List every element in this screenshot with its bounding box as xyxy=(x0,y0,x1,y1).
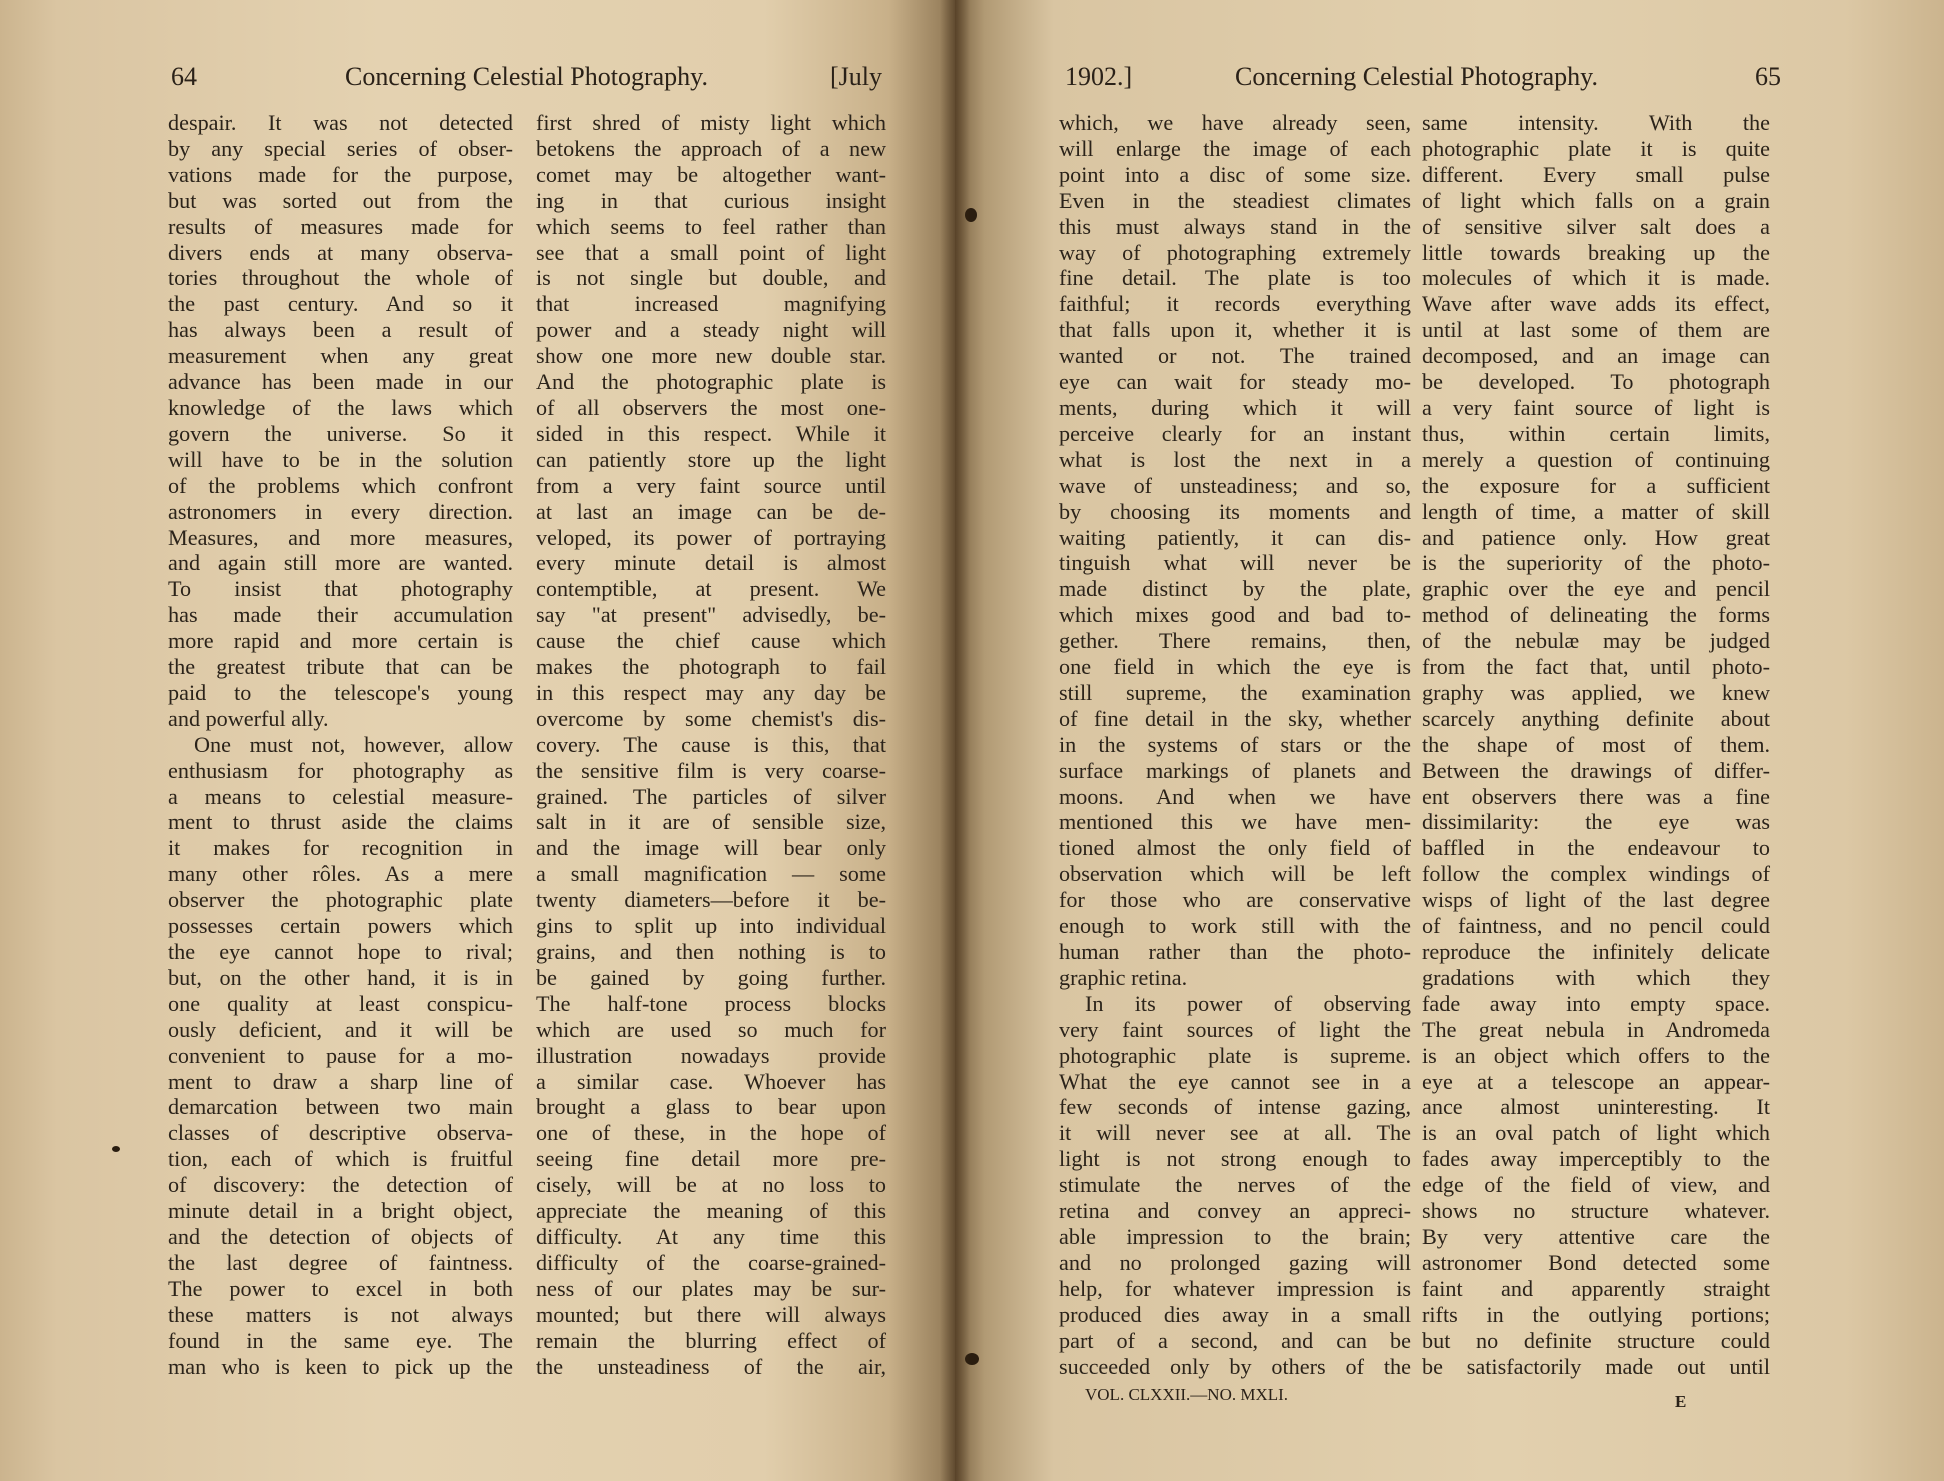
text-line: by choosing its moments and xyxy=(1059,498,1411,524)
text-line: which seems to feel rather than xyxy=(536,213,886,239)
text-line: eye can wait for steady mo- xyxy=(1059,369,1411,395)
text-line: one field in which the eye is xyxy=(1059,654,1411,680)
ink-spot xyxy=(112,1146,120,1152)
text-line: little towards breaking up the xyxy=(1422,239,1770,265)
text-line: retina and convey an appreci- xyxy=(1059,1198,1411,1224)
text-line: has always been a result of xyxy=(168,317,513,343)
text-line: wave of unsteadiness; and so, xyxy=(1059,472,1411,498)
text-line: mounted; but there will always xyxy=(536,1301,886,1327)
text-line: enough to work still with the xyxy=(1059,913,1411,939)
text-line: wisps of light of the last degree xyxy=(1422,887,1770,913)
text-line: sided in this respect. While it xyxy=(536,420,886,446)
running-year: 1902.] xyxy=(1065,62,1133,91)
text-line: first shred of misty light which xyxy=(536,110,886,135)
text-line: fade away into empty space. xyxy=(1422,990,1770,1016)
text-line: illustration nowadays provide xyxy=(536,1042,886,1068)
text-line: which are used so much for xyxy=(536,1016,886,1042)
text-line: from a very faint source until xyxy=(536,472,886,498)
text-line: faithful; it records everything xyxy=(1059,291,1411,317)
text-line: the last degree of faintness. xyxy=(168,1249,513,1275)
text-line: it makes for recognition in xyxy=(168,835,513,861)
text-line: and powerful ally. xyxy=(168,705,329,731)
text-line: grained. The particles of silver xyxy=(536,783,886,809)
text-line: a means to celestial measure- xyxy=(168,783,513,809)
text-line: light is not strong enough to xyxy=(1059,1146,1411,1172)
text-line: of fine detail in the sky, whether xyxy=(1059,705,1411,731)
text-line: photographic plate it is quite xyxy=(1422,135,1770,161)
text-line: human rather than the photo- xyxy=(1059,939,1411,964)
text-line: many other rôles. As a mere xyxy=(168,861,513,887)
right-page-column-2 xyxy=(1422,110,1770,1379)
running-month: [July xyxy=(830,62,882,91)
text-line: ously deficient, and it will be xyxy=(168,1016,513,1042)
text-line: is the superiority of the photo- xyxy=(1422,550,1770,576)
text-line: gether. There remains, then, xyxy=(1059,628,1411,654)
text-line: ness of our plates may be sur- xyxy=(536,1275,886,1301)
text-line: for those who are conservative xyxy=(1059,887,1411,913)
text-line: seeing fine detail more pre- xyxy=(536,1146,886,1172)
text-line: brought a glass to bear upon xyxy=(536,1094,886,1120)
left-page-column-1 xyxy=(168,110,513,1379)
text-line: gins to split up into individual xyxy=(536,913,886,939)
text-line: which, we have already seen, xyxy=(1059,110,1411,135)
text-line: Even in the steadiest climates xyxy=(1059,187,1411,213)
text-line: rifts in the outlying portions; xyxy=(1422,1301,1770,1327)
text-line: baffled in the endeavour to xyxy=(1422,835,1770,861)
text-line: of the nebulæ may be judged xyxy=(1422,628,1770,654)
text-line: tories throughout the whole of xyxy=(168,265,513,291)
text-line: The half-tone process blocks xyxy=(536,990,886,1016)
volume-footer: VOL. CLXXII.—NO. MXLI. xyxy=(1085,1385,1289,1404)
text-line: and the image will bear only xyxy=(536,835,886,861)
text-line: until at last some of them are xyxy=(1422,317,1770,343)
text-line: graphy was applied, we knew xyxy=(1422,679,1770,705)
text-line: every minute detail is almost xyxy=(536,550,886,576)
text-line: of sensitive silver salt does a xyxy=(1422,213,1770,239)
text-line: To insist that photography xyxy=(168,576,513,602)
text-line: which mixes good and bad to- xyxy=(1059,602,1411,628)
text-line: one quality at least conspicu- xyxy=(168,990,513,1016)
text-line: overcome by some chemist's dis- xyxy=(536,705,886,731)
text-line: difficulty. At any time this xyxy=(536,1223,886,1249)
text-line: faint and apparently straight xyxy=(1422,1275,1770,1301)
text-line: a very faint source of light is xyxy=(1422,394,1770,420)
text-line: ance almost uninteresting. It xyxy=(1422,1094,1770,1120)
text-line: fine detail. The plate is too xyxy=(1059,265,1411,291)
text-line: edge of the field of view, and xyxy=(1422,1172,1770,1198)
text-line: but was sorted out from the xyxy=(168,187,513,213)
text-line: of all observers the most one- xyxy=(536,394,886,420)
text-line: moons. And when we have xyxy=(1059,783,1411,809)
text-line: classes of descriptive observa- xyxy=(168,1120,513,1146)
text-line: show one more new double star. xyxy=(536,343,886,369)
text-line: the past century. And so it xyxy=(168,291,513,317)
text-line: can patiently store up the light xyxy=(536,446,886,472)
text-line: knowledge of the laws which xyxy=(168,394,513,420)
text-line: divers ends at many observa- xyxy=(168,239,513,265)
text-line: able impression to the brain; xyxy=(1059,1223,1411,1249)
text-line: what is lost the next in a xyxy=(1059,446,1411,472)
text-line: of the problems which confront xyxy=(168,472,513,498)
text-line: merely a question of continuing xyxy=(1422,446,1770,472)
text-line: govern the universe. So it xyxy=(168,420,513,446)
text-line: this must always stand in the xyxy=(1059,213,1411,239)
text-line: By very attentive care the xyxy=(1422,1223,1770,1249)
text-line: mentioned this we have men- xyxy=(1059,809,1411,835)
text-line: contemptible, at present. We xyxy=(536,576,886,602)
text-line: still supreme, the examination xyxy=(1059,679,1411,705)
text-line: Measures, and more measures, xyxy=(168,524,513,550)
text-line: tion, each of which is fruitful xyxy=(168,1146,513,1172)
text-line: be gained by going further. xyxy=(536,964,886,990)
text-line: of discovery: the detection of xyxy=(168,1172,513,1198)
text-line: The power to excel in both xyxy=(168,1275,513,1301)
text-line: part of a second, and can be xyxy=(1059,1327,1411,1353)
text-line: the sensitive film is very coarse- xyxy=(536,757,886,783)
text-line: vations made for the purpose, xyxy=(168,161,513,187)
text-line: reproduce the infinitely delicate xyxy=(1422,939,1770,964)
text-line: will have to be in the solution xyxy=(168,446,513,472)
text-line: demarcation between two main xyxy=(168,1094,513,1120)
right-page xyxy=(955,0,1944,1481)
text-line: is not single but double, and xyxy=(536,265,886,291)
text-line: found in the same eye. The xyxy=(168,1327,513,1353)
text-line: twenty diameters—before it be- xyxy=(536,887,886,913)
text-line: ing in that curious insight xyxy=(536,187,886,213)
text-line: ments, during which it will xyxy=(1059,394,1411,420)
text-line: measurement when any great xyxy=(168,343,513,369)
text-line: And the photographic plate is xyxy=(536,369,886,395)
text-line: and patience only. How great xyxy=(1422,524,1770,550)
text-line: ment to draw a sharp line of xyxy=(168,1068,513,1094)
text-line: Wave after wave adds its effect, xyxy=(1422,291,1770,317)
text-line: ent observers there was a fine xyxy=(1422,783,1770,809)
left-page-column-2 xyxy=(536,110,886,1379)
text-line: appreciate the meaning of this xyxy=(536,1198,886,1224)
text-line: help, for whatever impression is xyxy=(1059,1275,1411,1301)
text-line: these matters is not always xyxy=(168,1301,513,1327)
text-line: of light which falls on a grain xyxy=(1422,187,1770,213)
text-line: fades away imperceptibly to the xyxy=(1422,1146,1770,1172)
text-line: different. Every small pulse xyxy=(1422,161,1770,187)
right-page-column-1 xyxy=(1059,110,1411,1379)
text-line: be satisfactorily made out until xyxy=(1422,1353,1770,1379)
text-line: stimulate the nerves of the xyxy=(1059,1172,1411,1198)
text-line: produced dies away in a small xyxy=(1059,1301,1411,1327)
text-line: from the fact that, until photo- xyxy=(1422,654,1770,680)
text-line: point into a disc of some size. xyxy=(1059,161,1411,187)
text-line: One must not, however, allow xyxy=(194,731,513,757)
text-line: covery. The cause is this, that xyxy=(536,731,886,757)
text-line: photographic plate is supreme. xyxy=(1059,1042,1411,1068)
text-line: a similar case. Whoever has xyxy=(536,1068,886,1094)
page-number-right: 65 xyxy=(1755,62,1781,91)
text-line: power and a steady night will xyxy=(536,317,886,343)
text-line: tinguish what will never be xyxy=(1059,550,1411,576)
text-line: but, on the other hand, it is in xyxy=(168,964,513,990)
text-line: scarcely anything definite about xyxy=(1422,705,1770,731)
text-line: cisely, will be at no loss to xyxy=(536,1172,886,1198)
text-line: of faintness, and no pencil could xyxy=(1422,913,1770,939)
text-line: What the eye cannot see in a xyxy=(1059,1068,1411,1094)
text-line: tioned almost the only field of xyxy=(1059,835,1411,861)
text-line: wanted or not. The trained xyxy=(1059,343,1411,369)
text-line: more rapid and more certain is xyxy=(168,628,513,654)
text-line: say "at present" advisedly, be- xyxy=(536,602,886,628)
text-line: it will never see at all. The xyxy=(1059,1120,1411,1146)
text-line: and again still more are wanted. xyxy=(168,550,513,576)
text-line: and the detection of objects of xyxy=(168,1223,513,1249)
text-line: will enlarge the image of each xyxy=(1059,135,1411,161)
text-line: very faint sources of light the xyxy=(1059,1016,1411,1042)
text-line: at last an image can be de- xyxy=(536,498,886,524)
text-line: surface markings of planets and xyxy=(1059,757,1411,783)
text-line: astronomers in every direction. xyxy=(168,498,513,524)
text-line: the greatest tribute that can be xyxy=(168,654,513,680)
text-line: thus, within certain limits, xyxy=(1422,420,1770,446)
book-gutter xyxy=(940,0,970,1481)
text-line: observation which will be left xyxy=(1059,861,1411,887)
text-line: In its power of observing xyxy=(1085,990,1411,1016)
text-line: be developed. To photograph xyxy=(1422,369,1770,395)
text-line: but no definite structure could xyxy=(1422,1327,1770,1353)
text-line: possesses certain powers which xyxy=(168,913,513,939)
page-number-left: 64 xyxy=(171,62,197,91)
text-line: astronomer Bond detected some xyxy=(1422,1249,1770,1275)
text-line: makes the photograph to fail xyxy=(536,654,886,680)
text-line: in this respect may any day be xyxy=(536,679,886,705)
text-line: graphic over the eye and pencil xyxy=(1422,576,1770,602)
text-line: same intensity. With the xyxy=(1422,110,1770,135)
text-line: the shape of most of them. xyxy=(1422,731,1770,757)
text-line: few seconds of intense gazing, xyxy=(1059,1094,1411,1120)
text-line: salt in it are of sensible size, xyxy=(536,809,886,835)
text-line: length of time, a matter of skill xyxy=(1422,498,1770,524)
text-line: is an object which offers to the xyxy=(1422,1042,1770,1068)
text-line: molecules of which it is made. xyxy=(1422,265,1770,291)
text-line: grains, and then nothing is to xyxy=(536,939,886,964)
text-line: remain the blurring effect of xyxy=(536,1327,886,1353)
text-line: see that a small point of light xyxy=(536,239,886,265)
text-line: betokens the approach of a new xyxy=(536,135,886,161)
running-title-right: Concerning Celestial Photography. xyxy=(1235,62,1598,91)
text-line: ment to thrust aside the claims xyxy=(168,809,513,835)
text-line: has made their accumulation xyxy=(168,602,513,628)
text-line: perceive clearly for an instant xyxy=(1059,420,1411,446)
text-line: enthusiasm for photography as xyxy=(168,757,513,783)
text-line: that increased magnifying xyxy=(536,291,886,317)
text-line: veloped, its power of portraying xyxy=(536,524,886,550)
text-line: is an oval patch of light which xyxy=(1422,1120,1770,1146)
text-line: comet may be altogether want- xyxy=(536,161,886,187)
text-line: minute detail in a bright object, xyxy=(168,1198,513,1224)
text-line: shows no structure whatever. xyxy=(1422,1198,1770,1224)
text-line: cause the chief cause which xyxy=(536,628,886,654)
text-line: and no prolonged gazing will xyxy=(1059,1249,1411,1275)
text-line: decomposed, and an image can xyxy=(1422,343,1770,369)
text-line: the exposure for a sufficient xyxy=(1422,472,1770,498)
left-page xyxy=(0,0,955,1481)
text-line: one of these, in the hope of xyxy=(536,1120,886,1146)
text-line: graphic retina. xyxy=(1059,964,1188,990)
text-line: follow the complex windings of xyxy=(1422,861,1770,887)
text-line: eye at a telescope an appear- xyxy=(1422,1068,1770,1094)
text-line: in the systems of stars or the xyxy=(1059,731,1411,757)
text-line: advance has been made in our xyxy=(168,369,513,395)
running-title-left: Concerning Celestial Photography. xyxy=(345,62,708,91)
text-line: a small magnification — some xyxy=(536,861,886,887)
text-line: way of photographing extremely xyxy=(1059,239,1411,265)
text-line: results of measures made for xyxy=(168,213,513,239)
text-line: by any special series of obser- xyxy=(168,135,513,161)
text-line: man who is keen to pick up the xyxy=(168,1353,513,1379)
text-line: made distinct by the plate, xyxy=(1059,576,1411,602)
text-line: the unsteadiness of the air, xyxy=(536,1353,886,1379)
text-line: method of delineating the forms xyxy=(1422,602,1770,628)
text-line: waiting patiently, it can dis- xyxy=(1059,524,1411,550)
text-line: Between the drawings of differ- xyxy=(1422,757,1770,783)
text-line: difficulty of the coarse-grained- xyxy=(536,1249,886,1275)
text-line: dissimilarity: the eye was xyxy=(1422,809,1770,835)
text-line: gradations with which they xyxy=(1422,964,1770,990)
text-line: the eye cannot hope to rival; xyxy=(168,939,513,964)
text-line: convenient to pause for a mo- xyxy=(168,1042,513,1068)
text-line: despair. It was not detected xyxy=(168,110,513,135)
signature-mark: E xyxy=(1675,1392,1687,1411)
text-line: paid to the telescope's young xyxy=(168,679,513,705)
text-line: The great nebula in Andromeda xyxy=(1422,1016,1770,1042)
text-line: that falls upon it, whether it is xyxy=(1059,317,1411,343)
text-line: succeeded only by others of the xyxy=(1059,1353,1411,1379)
text-line: observer the photographic plate xyxy=(168,887,513,913)
